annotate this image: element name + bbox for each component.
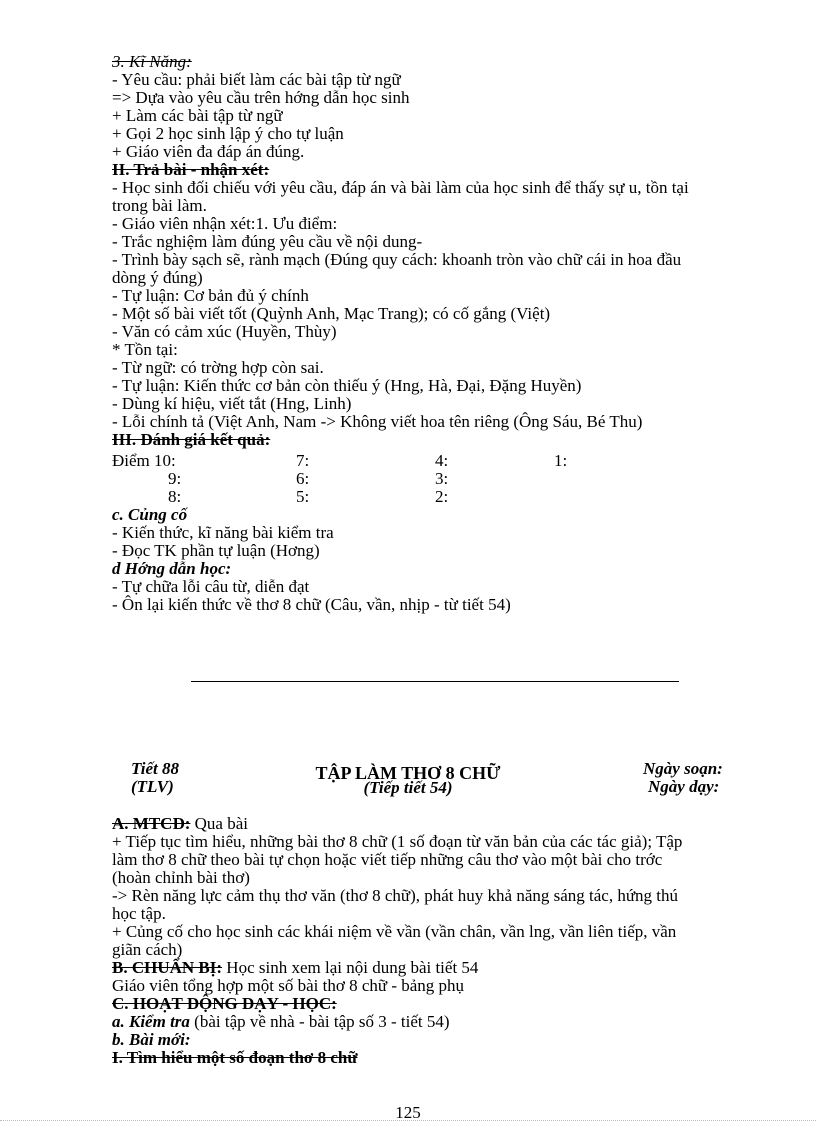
- text-line: (hoàn chỉnh bài thơ): [112, 868, 250, 887]
- score-cell: 5:: [296, 487, 310, 506]
- objective-label: A. MTCĐ:: [112, 814, 191, 833]
- score-cell: 7:: [296, 451, 310, 470]
- text-line: - Yêu cầu: phải biết làm các bài tập từ ngữ: [112, 70, 401, 89]
- lesson-subtitle: (Tiếp tiết 54): [363, 778, 453, 797]
- check-label: a. Kiểm tra: [112, 1012, 190, 1031]
- heading-eval: III. Đánh giá kết quả:: [112, 430, 271, 449]
- lesson-title: TẬP LÀM THƠ 8 CHỮ: [315, 763, 501, 783]
- heading-skills: 3. Kĩ Năng:: [112, 52, 192, 71]
- text-line: học tập.: [112, 904, 166, 923]
- text-line: dòng ý đúng): [112, 268, 203, 287]
- text-line: + Giáo viên đa đáp án đúng.: [112, 142, 305, 161]
- lesson-period: Tiết 88: [131, 759, 179, 778]
- activities-heading: C. HOẠT ĐỘNG DẠY - HỌC:: [112, 994, 337, 1013]
- text-line: -> Rèn năng lực cảm thụ thơ văn (thơ 8 chữ), phát huy khả năng sáng tác, hứng thú: [112, 886, 679, 905]
- page-bottom-border: [0, 1120, 816, 1121]
- score-cell: 8:: [168, 487, 182, 506]
- score-cell: 9:: [168, 469, 182, 488]
- text-line: - Từ ngữ: có trờng hợp còn sai.: [112, 358, 324, 377]
- text-line: - Dùng kí hiệu, viết tắt (Hng, Linh): [112, 394, 352, 413]
- score-label: Điểm 10:: [112, 451, 176, 470]
- section-divider: [191, 681, 679, 682]
- section-heading: I. Tìm hiểu một số đoạn thơ 8 chữ: [112, 1048, 358, 1067]
- text-line: + Làm các bài tập từ ngữ: [112, 106, 283, 125]
- text-line: - Trắc nghiệm làm đúng yêu cầu về nội dung-: [112, 232, 423, 251]
- text-line: - Giáo viên nhận xét:1. Ưu điểm:: [112, 214, 338, 233]
- text-line: Giáo viên tổng hợp một số bài thơ 8 chữ - bảng phụ: [112, 976, 465, 995]
- objective-text: Qua bài: [190, 814, 248, 833]
- text-line: - Ôn lại kiến thức về thơ 8 chữ (Câu, vần, nhịp - từ tiết 54): [112, 595, 511, 614]
- check-line: [112, 1013, 450, 1030]
- date-taught: Ngày dạy:: [648, 777, 720, 796]
- lesson-type: (TLV): [131, 777, 174, 796]
- text-line: - Học sinh đối chiếu với yêu cầu, đáp án và bài làm của học sinh để thấy sự u, tồn tại: [112, 178, 689, 197]
- score-cell: 3:: [435, 469, 449, 488]
- text-line: - Kiến thức, kĩ năng bài kiểm tra: [112, 523, 334, 542]
- text-line: => Dựa vào yêu cầu trên hớng dẫn học sinh: [112, 88, 410, 107]
- text-line: - Tự luận: Kiến thức cơ bản còn thiếu ý (Hng, Hà, Đại, Đặng Huyền): [112, 376, 582, 395]
- prep-line: [112, 959, 478, 976]
- text-line: - Văn có cảm xúc (Huyền, Thùy): [112, 322, 337, 341]
- text-line: + Gọi 2 học sinh lập ý cho tự luận: [112, 124, 344, 143]
- text-line: * Tồn tại:: [112, 340, 178, 359]
- text-line: - Tự luận: Cơ bản đủ ý chính: [112, 286, 309, 305]
- text-line: - Đọc TK phần tự luận (Hơng): [112, 541, 320, 560]
- text-line: - Một số bài viết tốt (Quỳnh Anh, Mạc Trang); có cố gắng (Việt): [112, 304, 551, 323]
- check-text: (bài tập về nhà - bài tập số 3 - tiết 54): [189, 1012, 450, 1031]
- page-number: 125: [395, 1103, 421, 1122]
- text-line: trong bài làm.: [112, 196, 207, 215]
- prep-text: Học sinh xem lại nội dung bài tiết 54: [222, 958, 479, 977]
- text-line: - Trình bày sạch sẽ, rành mạch (Đúng quy cách: khoanh tròn vào chữ cái in hoa đầu: [112, 250, 682, 269]
- heading-return: II. Trả bài - nhận xét:: [112, 160, 270, 179]
- score-cell: 4:: [435, 451, 449, 470]
- objective-line: [112, 815, 248, 832]
- text-line: giãn cách): [112, 940, 183, 959]
- date-prepared: Ngày soạn:: [643, 759, 723, 778]
- prep-label: B. CHUẨN BỊ:: [112, 958, 223, 977]
- heading-consolidate: c. Củng cố: [112, 505, 188, 524]
- text-line: làm thơ 8 chữ theo bài tự chọn hoặc viết tiếp những câu thơ vào một bài cho trớc: [112, 850, 663, 869]
- score-cell: 2:: [435, 487, 449, 506]
- score-cell: 1:: [554, 451, 568, 470]
- heading-guide: d Hớng dẫn học:: [112, 559, 232, 578]
- text-line: - Lỗi chính tả (Việt Anh, Nam -> Không viết hoa tên riêng (Ông Sáu, Bé Thu): [112, 412, 643, 431]
- score-cell: 6:: [296, 469, 310, 488]
- new-lesson-heading: b. Bài mới:: [112, 1030, 191, 1049]
- text-line: - Tự chữa lỗi câu từ, diễn đạt: [112, 577, 310, 596]
- text-line: + Tiếp tục tìm hiểu, những bài thơ 8 chữ (1 số đoạn từ văn bản của các tác giả); Tập: [112, 832, 683, 851]
- text-line: + Củng cố cho học sinh các khái niệm về vần (vần chân, vần lng, vần liên tiếp, vần: [112, 922, 677, 941]
